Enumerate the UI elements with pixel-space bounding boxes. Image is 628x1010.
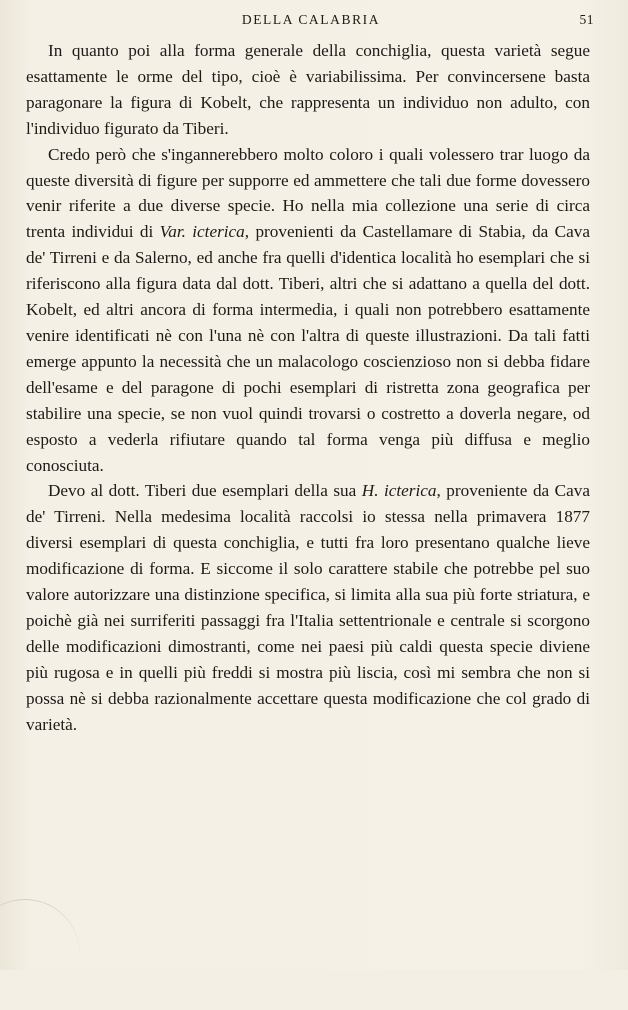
page-header — [26, 8, 594, 32]
paragraph-text: , provenienti da Castellamare di Stabia, da Cava de' Tirreni e da Salerno, ed anche fra quelli d'identica località ho esemplari che si riferiscono alla figura data dal dott. Tiberi, altri che si adattano a quella del dott. Kobelt, ed altri ancora di forma intermedia, i quali non potrebbero esattamente venire identificati nè con l'una nè con l'altra di queste illustrazioni. Da tali fatti emerge appunto la necessità che un malacologo coscienzioso non si debba fidare dell'esame e del paragone di pochi esemplari di ristretta zona geografica per stabilire una specie, se non vuol quindi trovarsi o costretto a doverla negare, od esposto a vederla rifiutare quando tal forma venga più diffusa e meglio conosciuta. — [26, 222, 590, 475]
paragraph-1 — [26, 38, 590, 142]
italic-taxon-name: H. icterica — [361, 481, 437, 501]
paragraph-text: Credo però che s'ingannerebbero molto coloro i quali volessero trar luogo da queste diversità di figure per supporre ed ammettere che tali due forme dovessero venir riferite a due diverse specie. Ho nella mia collezione una serie di circa trenta individui di — [26, 144, 590, 242]
paragraph-3 — [26, 478, 590, 737]
italic-taxon-name: Var. icterica — [159, 222, 245, 242]
paragraph-text: Devo al dott. Tiberi due esemplari della sua — [48, 481, 362, 501]
page-curl-mark — [0, 899, 80, 1010]
paragraph-text: In quanto poi alla forma generale della conchiglia, questa varietà segue esattamente le orme del tipo, cioè è variabilissima. Per convincersene basta paragonare la figura di Kobelt, che rappresenta un individuo non adulto, con l'individuo figurato da Tiberi. — [26, 41, 590, 138]
running-title: DELLA CALABRIA — [241, 12, 381, 27]
paragraph-text: , proveniente da Cava de' Tirreni. Nella medesima località raccolsi io stessa nella primavera 1877 diversi esemplari di questa conchiglia, e tutti fra loro presentano qualche lieve modificazione di forma. E siccome il solo carattere stabile che potrebbe pel suo valore autorizzare una distinzione specifica, si limita alla sua più forte striatura, e poichè già nei surriferiti passaggi fra l'Italia settentrionale e centrale si scorgono delle modificazioni dimostranti, come nei paesi più caldi questa specie diviene più rugosa e in quelli più freddi si mostra più liscia, così mi sembra che non si possa nè si debba razionalmente accettare questa modificazione che col grado di varietà. — [26, 481, 590, 734]
paragraph-2 — [26, 142, 590, 479]
page-number: 51 — [579, 12, 594, 27]
body-text — [26, 38, 590, 737]
